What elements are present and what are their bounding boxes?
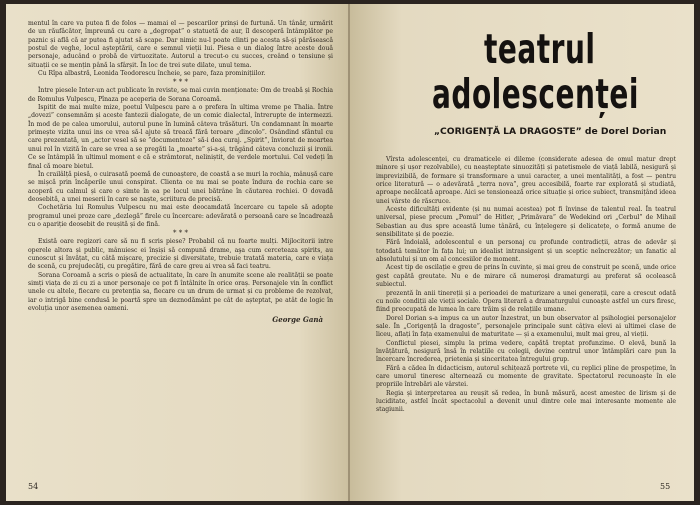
paragraph: prezentă în anii tinereții și a perioadei de maturizare a unei generații, care a crescut odată cu noile condiții ale vieții sociale. Opera literară a dramaturgului cunoaște astfel un curs firesc, fiind preocupată de lumea în care trăim și de relațiile umane. <box>376 289 676 314</box>
paragraph: Sorana Coroamă a scris o piesă de actualitate, în care în anumite scene ale realității se poate simți viața de zi cu zi a unor personaje ce pot fi întâlnite în orice oraș. Personajele vin în conflict unele cu altele, fiecare cu pretenția sa, fiecare cu un drum de urmat și cu probleme de rezolvat, iar o intrigă bine condusă le poartă spre un deznodământ pe cât de așteptat, pe atât de logic în evoluția unor asemenea oameni. <box>28 271 333 312</box>
paragraph: Între piesele Inter-un act publicate în reviste, se mai cuvin menționate: Om de treabă și Rochia de Romulus Vulpescu, Pînaza pe aceperia de Sorana Coroamă. <box>28 87 333 103</box>
right-page <box>350 4 694 501</box>
left-text-column <box>28 20 333 324</box>
paragraph: Dorel Dorian s-a impus ca un autor înzestrat, un bun observator al psihologiei personajelor sale. În „Corigență la dragoste”, personajele principale sunt câțiva elevi ai ultimei clase de liceu, aflați în fața examenului de maturitate — și a examenului, mult mai greu, al vieții. <box>376 314 676 339</box>
paragraph: Ispitit de mai multe mize, poetul Vulpescu pare a o prefera în ultima vreme pe Thalia. Între „dovezi” consemnăm și aceste fantezii dialogate, de un comic dialectal, întrerupte de intermezzi. În mod de pe calea umorului, autorul pune în lumină câteva trăsături. Un condamnant în moarte primește vizita unui ins ce vrea să-l ajute să treacă fără teroare „dincolo”. Osândind sfântul cu care prezentată, un „actor vesel să se ”documenteze” să-i dea curaj. „Spirit”, înviorat de moartea unui rol în vizită în care se vrea a se pregăti la „moarte” și-a-și, trăgând câteva concluzii și ironii. Ce se întâmplă în ultimul moment e că e strâmtorat, neliniștit, de verdele mortului. Cel vedeți în final că moare bietul. <box>28 104 333 170</box>
page-number-right: 55 <box>660 482 671 491</box>
paragraph: Cu Rîpa albastră, Leonida Teodorescu încheie, se pare, faza prominițiilor. <box>38 70 266 78</box>
paragraph: Vîrsta adolescenței, cu dramaticele ei dileme (considerate adesea de omul matur drept minore și ușor rezolvabile), cu neașteptate sinuozități și patetismele de viață labilă, nesigură și imprevizibilă, de formare și transformare a unui caracter, a unei mentalități, a fost — pentru orice literatură — o adevărată „terra nova”, greu accesibilă, foarte rar explorată și studiată, aproape necălcată aproape. Aici se tensionează orice situație și orice subiect, transmițând ideea unei vârste de răscruce. <box>376 156 676 205</box>
paragraph: Regia și interpretarea au reușit să redea, în bună măsură, acest amestec de lirism și de luciditate, astfel încât spectacolul a devenit unul dintre cele mai interesante momente ale stagiunii. <box>376 389 676 414</box>
paragraph: mentul în care va putea fi de folos — mamai el — pescarilor prinși de furtună. Un tânăr, urmărit de un răufăcător, împreună cu care a „degropat” o statuetă de aur, îl descoperă întâmplător pe paznic și află că ar putea fi ajutat să scape. Dar nimic nu-l poate clinti pe acesta să-și părăsească postul de veghe, locul așteptării, care e semnul vieții lui. Piesa e un dialog între aceste două personaje, aducând o probă de virtuozitate. Autorul a trecut-o cu succes, creând o tensiune și situații ce se mențin până la sfârșit. În loc de trei sute dilate, unul tema. <box>28 20 333 69</box>
paragraph: În crailâlță piesă, o cuirasată poemă de cunoaștere, de coastă a se muri la rochia, mânușă care se mișcă prin încăperile unui conspirat. Clienta ce nu mai se poate îndura de rochia care se acoperă cu calmul și care o simte în ea pe locul unei bătrâne în căutarea rochiei. O dovadă deosebită, a unei meserii în care se naște, scriitura de precisă. <box>28 170 333 203</box>
paragraph: Conflictul piesei, simplu la prima vedere, capătă treptat profunzime. O elevă, bună la învățătură, nesigură însă în relațiile cu colegii, devine centrul unor întâmplări care pun la încercare încrederea, prietenia și sinceritatea întregului grup. <box>376 339 676 364</box>
paragraph: Există oare regizori care să nu fi scris piese? Probabil că nu foarte mulți. Mijlocitorii intre operele altora și public, mânuiesc ei înșiși să compună drame, aşa cum cerceteaza spirits, au cunoscut și învățat, cu câtă mișcare, precizie și diversitate, trebuie tratată materia, care e viața de scenă, cu prejudecăți, cu pregătire, fără de care greu ai vrea să faci teatru. <box>28 238 333 271</box>
paragraph: Fără îndoială, adolescentul e un personaj cu profunde contradicții, atras de adevăr și totodată temător în fața lui; un idealist intransigent și un sceptic neîncrezător; un fanatic al absolutului și un om al concesiilor de moment. <box>376 239 676 264</box>
author-signature: George Ganà <box>272 315 323 325</box>
title-line-1: teatrul <box>484 25 596 73</box>
section-separator: * * * <box>173 78 188 87</box>
magazine-spread <box>6 4 694 501</box>
title-line-2: adolescenței <box>432 70 639 118</box>
article-title <box>432 25 682 118</box>
left-page <box>6 4 350 501</box>
paragraph: Cochetăria lui Romulus Vulpescu nu mai este deocamdată încercare cu tapele să adopte programul unei proze care „dezlegă” firele cu încercare: adevărată o persoană care se încadrează cu o apariție deosebit de reușită și de fină. <box>28 204 333 228</box>
article-subtitle: „CORIGENȚĂ LA DRAGOSTE” de Dorel Dorian <box>434 126 667 137</box>
page-number-left: 54 <box>28 482 39 491</box>
section-separator: * * * <box>173 229 188 238</box>
paragraph: Fără a cădea în didacticism, autorul schițează portrete vii, cu replici pline de prospețime, în care umorul tineresc alternează cu momente de gravitate. Spectatorul recunoaște în ele propriile întrebări ale vârstei. <box>376 364 676 389</box>
paragraph: Aceste dificultăți evidente (și nu numai acestea) pot fi învinse de talentul real. În teatrul universal, piese precum „Pomul” de Hitler, „Primăvara” de Wedekind ori „Cerbul” de Mihail Sebastian au dus spre această lume tânără, cu înțelegere și delicatețe, o formă anume de sensibilitate și de poezie. <box>376 206 676 239</box>
paragraph: Acest tip de oscilație e greu de prins în cuvinte, și mai greu de construit pe scenă, unde orice gest capătă greutate. Nu e de mirare că numeroși dramaturgi au preferat să ocolească subiectul. <box>376 264 676 289</box>
right-text-column <box>376 156 676 415</box>
